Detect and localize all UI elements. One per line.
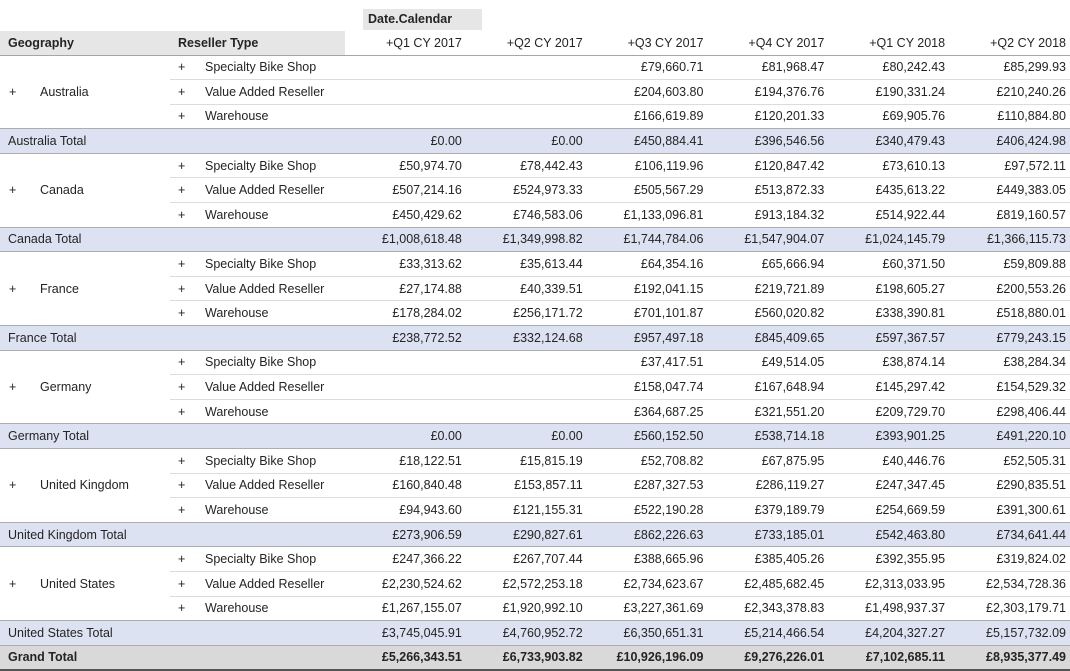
reseller-label: Value Added Reseller — [205, 276, 345, 301]
grand-total-value-cell: £9,276,226.01 — [707, 645, 828, 670]
subtotal-row — [0, 621, 1070, 646]
value-cell: £746,583.06 — [513, 207, 583, 222]
subtotal-row — [0, 424, 1070, 449]
subtotal-value-cell: £396,546.56 — [707, 129, 828, 154]
value-cell — [345, 55, 466, 80]
reseller-type-header: Reseller Type — [170, 31, 345, 55]
value-cell: £81,968.47 — [707, 55, 828, 80]
subtotal-value-cell: £238,772.52 — [345, 326, 466, 351]
value-cell: £52,505.31 — [949, 449, 1070, 474]
subtotal-value-cell: £3,745,045.91 — [345, 621, 466, 646]
subtotal-value-cell: £450,884.41 — [587, 129, 708, 154]
value-cell: £560,020.82 — [754, 306, 825, 321]
subtotal-value-cell: £1,547,904.07 — [707, 227, 828, 252]
data-row — [0, 55, 1070, 80]
reseller-expander-icon[interactable]: + — [170, 153, 205, 178]
value-cell: £97,572.11 — [949, 153, 1070, 178]
value-cell — [466, 399, 587, 424]
reseller-expander-icon[interactable]: + — [178, 109, 186, 124]
geography-label: United States — [40, 576, 116, 591]
value-cell: £73,610.13 — [828, 153, 949, 178]
value-cell — [345, 375, 466, 400]
value-cell: £1,920,992.10 — [502, 601, 583, 616]
geography-expander-icon[interactable]: + — [9, 478, 17, 493]
subtotal-value-cell: £290,827.61 — [466, 522, 587, 547]
value-cell: £321,551.20 — [754, 404, 825, 419]
value-cell: £2,534,728.36 — [949, 571, 1070, 596]
column-group-header-cell — [345, 7, 1070, 31]
value-cell: £2,303,179.71 — [986, 601, 1066, 616]
reseller-expander-icon[interactable]: + — [170, 375, 205, 400]
subtotal-value-cell: £491,220.10 — [949, 424, 1070, 449]
reseller-expander-icon[interactable]: + — [170, 55, 205, 80]
value-cell — [466, 80, 587, 105]
value-cell: £69,905.76 — [882, 109, 946, 124]
value-cell: £27,174.88 — [345, 276, 466, 301]
value-cell: £1,267,155.07 — [381, 601, 462, 616]
value-cell: £160,840.48 — [345, 473, 466, 498]
geography-expander-icon[interactable]: + — [9, 576, 17, 591]
value-cell: £2,485,682.45 — [707, 571, 828, 596]
value-cell: £120,201.33 — [754, 109, 825, 124]
geography-label: Germany — [40, 380, 92, 395]
value-cell: £449,383.05 — [949, 178, 1070, 203]
value-cell: £2,313,033.95 — [828, 571, 949, 596]
geography-expander-icon[interactable]: + — [9, 183, 17, 198]
column-header-q3-cy2017[interactable]: +Q3 CY 2017 — [587, 31, 708, 55]
reseller-expander-icon[interactable]: + — [178, 601, 186, 616]
subtotal-value-cell: £1,024,145.79 — [828, 227, 949, 252]
value-cell: £145,297.42 — [828, 375, 949, 400]
column-header-q4-cy2017[interactable]: +Q4 CY 2017 — [707, 31, 828, 55]
value-cell: £18,122.51 — [345, 449, 466, 474]
subtotal-value-cell: £6,350,651.31 — [587, 621, 708, 646]
value-cell: £67,875.95 — [707, 449, 828, 474]
column-group-header-row — [0, 7, 1070, 31]
value-cell: £80,242.43 — [828, 55, 949, 80]
value-cell: £819,160.57 — [996, 207, 1066, 222]
reseller-label: Warehouse — [205, 404, 269, 419]
value-cell: £210,240.26 — [949, 80, 1070, 105]
value-cell: £194,376.76 — [707, 80, 828, 105]
value-cell: £290,835.51 — [949, 473, 1070, 498]
subtotal-value-cell: £0.00 — [345, 424, 466, 449]
value-cell — [345, 104, 466, 129]
value-cell: £106,119.96 — [587, 153, 708, 178]
column-header-q2-cy2017[interactable]: +Q2 CY 2017 — [466, 31, 587, 55]
value-cell: £450,429.62 — [392, 207, 462, 222]
geography-expander-icon[interactable]: + — [9, 84, 17, 99]
subtotal-row — [0, 129, 1070, 154]
value-cell: £79,660.71 — [587, 55, 708, 80]
reseller-expander-icon[interactable]: + — [170, 252, 205, 277]
value-cell: £78,442.43 — [466, 153, 587, 178]
subtotal-value-cell: £406,424.98 — [949, 129, 1070, 154]
geography-label: United Kingdom — [40, 478, 129, 493]
reseller-expander-icon[interactable]: + — [170, 178, 205, 203]
value-cell: £219,721.89 — [707, 276, 828, 301]
subtotal-value-cell: £779,243.15 — [949, 326, 1070, 351]
reseller-label: Value Added Reseller — [205, 473, 345, 498]
value-cell: £1,133,096.81 — [623, 207, 704, 222]
grand-total-value-cell: £5,266,343.51 — [345, 645, 466, 670]
value-cell: £505,567.29 — [587, 178, 708, 203]
subtotal-value-cell: £340,479.43 — [828, 129, 949, 154]
subtotal-value-cell: £597,367.57 — [828, 326, 949, 351]
value-cell: £1,498,937.37 — [865, 601, 946, 616]
value-cell: £287,327.53 — [587, 473, 708, 498]
value-cell: £513,872.33 — [707, 178, 828, 203]
reseller-label: Value Added Reseller — [205, 80, 345, 105]
column-header-row — [0, 31, 1070, 55]
value-cell: £913,184.32 — [754, 207, 825, 222]
grand-total-row — [0, 645, 1070, 670]
column-header-q2-cy2018[interactable]: +Q2 CY 2018 — [949, 31, 1070, 55]
subtotal-value-cell: £332,124.68 — [466, 326, 587, 351]
value-cell: £35,613.44 — [466, 252, 587, 277]
value-cell: £37,417.51 — [587, 350, 708, 375]
subtotal-value-cell: £273,906.59 — [345, 522, 466, 547]
value-cell: £435,613.22 — [828, 178, 949, 203]
value-cell: £286,119.27 — [707, 473, 828, 498]
subtotal-value-cell: £734,641.44 — [949, 522, 1070, 547]
reseller-label: Warehouse — [205, 109, 269, 124]
value-cell: £254,669.59 — [875, 502, 946, 517]
value-cell: £190,331.24 — [828, 80, 949, 105]
reseller-expander-icon[interactable]: + — [178, 502, 186, 517]
subtotal-value-cell: £5,157,732.09 — [949, 621, 1070, 646]
value-cell: £60,371.50 — [828, 252, 949, 277]
reseller-expander-icon[interactable]: + — [170, 276, 205, 301]
reseller-label: Specialty Bike Shop — [205, 55, 345, 80]
value-cell: £247,347.45 — [828, 473, 949, 498]
value-cell: £298,406.44 — [996, 404, 1066, 419]
subtotal-label: Australia Total — [0, 129, 345, 154]
value-cell: £209,729.70 — [875, 404, 946, 419]
reseller-label: Warehouse — [205, 502, 269, 517]
geography-expander-icon[interactable]: + — [9, 281, 17, 296]
subtotal-value-cell: £5,214,466.54 — [707, 621, 828, 646]
value-cell: £364,687.25 — [633, 404, 704, 419]
value-cell: £385,405.26 — [707, 547, 828, 572]
subtotal-value-cell: £733,185.01 — [707, 522, 828, 547]
subtotal-value-cell: £957,497.18 — [587, 326, 708, 351]
reseller-label: Specialty Bike Shop — [205, 449, 345, 474]
value-cell: £40,446.76 — [828, 449, 949, 474]
value-cell: £319,824.02 — [949, 547, 1070, 572]
reseller-label: Value Added Reseller — [205, 375, 345, 400]
grand-total-value-cell: £10,926,196.09 — [587, 645, 708, 670]
subtotal-value-cell: £1,349,998.82 — [466, 227, 587, 252]
subtotal-value-cell: £1,744,784.06 — [587, 227, 708, 252]
data-row — [0, 153, 1070, 178]
value-cell: £391,300.61 — [996, 502, 1066, 517]
subtotal-label: Canada Total — [0, 227, 345, 252]
reseller-expander-icon[interactable]: + — [170, 350, 205, 375]
subtotal-value-cell: £4,204,327.27 — [828, 621, 949, 646]
subtotal-value-cell: £542,463.80 — [828, 522, 949, 547]
value-cell: £40,339.51 — [466, 276, 587, 301]
value-cell: £701,101.87 — [633, 306, 704, 321]
value-cell: £120,847.42 — [707, 153, 828, 178]
data-row — [0, 449, 1070, 474]
value-cell: £379,189.79 — [754, 502, 825, 517]
value-cell: £507,214.16 — [345, 178, 466, 203]
value-cell: £49,514.05 — [707, 350, 828, 375]
value-cell: £514,922.44 — [875, 207, 946, 222]
value-cell: £192,041.15 — [587, 276, 708, 301]
reseller-label: Specialty Bike Shop — [205, 350, 345, 375]
value-cell: £2,343,378.83 — [744, 601, 825, 616]
reseller-label: Value Added Reseller — [205, 178, 345, 203]
geography-header: Geography — [0, 31, 170, 55]
subtotal-row — [0, 326, 1070, 351]
grand-total-value-cell: £6,733,903.82 — [466, 645, 587, 670]
reseller-expander-icon[interactable]: + — [170, 449, 205, 474]
value-cell: £65,666.94 — [707, 252, 828, 277]
subtotal-value-cell: £862,226.63 — [587, 522, 708, 547]
value-cell — [466, 375, 587, 400]
value-cell: £2,572,253.18 — [466, 571, 587, 596]
subtotal-value-cell: £0.00 — [345, 129, 466, 154]
subtotal-value-cell: £4,760,952.72 — [466, 621, 587, 646]
value-cell: £392,355.95 — [828, 547, 949, 572]
grand-total-value-cell: £8,935,377.49 — [949, 645, 1070, 670]
reseller-label: Specialty Bike Shop — [205, 153, 345, 178]
value-cell: £178,284.02 — [392, 306, 462, 321]
value-cell: £59,809.88 — [949, 252, 1070, 277]
reseller-expander-icon[interactable]: + — [178, 404, 186, 419]
reseller-label: Warehouse — [205, 207, 269, 222]
value-cell: £33,313.62 — [345, 252, 466, 277]
geography-expander-icon[interactable]: + — [9, 380, 17, 395]
value-cell: £110,884.80 — [997, 109, 1066, 124]
value-cell: £38,874.14 — [828, 350, 949, 375]
value-cell: £388,665.96 — [587, 547, 708, 572]
value-cell: £64,354.16 — [587, 252, 708, 277]
geography-label: Canada — [40, 183, 84, 198]
reseller-label: Warehouse — [205, 601, 269, 616]
subtotal-value-cell: £1,008,618.48 — [345, 227, 466, 252]
subtotal-label: France Total — [0, 326, 345, 351]
value-cell: £247,366.22 — [345, 547, 466, 572]
reseller-label: Specialty Bike Shop — [205, 547, 345, 572]
reseller-label: Warehouse — [205, 306, 269, 321]
reseller-expander-icon[interactable]: + — [178, 306, 186, 321]
subtotal-value-cell: £560,152.50 — [587, 424, 708, 449]
subtotal-value-cell: £393,901.25 — [828, 424, 949, 449]
subtotal-row — [0, 227, 1070, 252]
subtotal-label: United Kingdom Total — [0, 522, 345, 547]
value-cell: £158,047.74 — [587, 375, 708, 400]
value-cell: £167,648.94 — [707, 375, 828, 400]
column-group-title: Date.Calendar — [363, 9, 482, 30]
value-cell: £50,974.70 — [345, 153, 466, 178]
value-cell: £256,171.72 — [513, 306, 583, 321]
subtotal-value-cell: £1,366,115.73 — [949, 227, 1070, 252]
geography-label: France — [40, 281, 79, 296]
data-row — [0, 350, 1070, 375]
reseller-expander-icon[interactable]: + — [178, 207, 186, 222]
value-cell: £524,973.33 — [466, 178, 587, 203]
subtotal-value-cell: £0.00 — [466, 129, 587, 154]
subtotal-value-cell: £0.00 — [466, 424, 587, 449]
value-cell — [466, 55, 587, 80]
subtotal-label: Germany Total — [0, 424, 345, 449]
value-cell — [466, 350, 587, 375]
subtotal-row — [0, 522, 1070, 547]
data-row — [0, 252, 1070, 277]
value-cell: £518,880.01 — [996, 306, 1066, 321]
value-cell: £38,284.34 — [949, 350, 1070, 375]
value-cell: £3,227,361.69 — [623, 601, 704, 616]
value-cell: £2,734,623.67 — [587, 571, 708, 596]
reseller-label: Specialty Bike Shop — [205, 252, 345, 277]
value-cell: £154,529.32 — [949, 375, 1070, 400]
reseller-label: Value Added Reseller — [205, 571, 345, 596]
subtotal-value-cell: £845,409.65 — [707, 326, 828, 351]
value-cell: £204,603.80 — [587, 80, 708, 105]
value-cell: £338,390.81 — [875, 306, 946, 321]
column-header-q1-cy2017[interactable]: +Q1 CY 2017 — [345, 31, 466, 55]
reseller-expander-icon[interactable]: + — [170, 80, 205, 105]
reseller-expander-icon[interactable]: + — [170, 473, 205, 498]
geography-label: Australia — [40, 84, 89, 99]
value-cell: £198,605.27 — [828, 276, 949, 301]
value-cell: £52,708.82 — [587, 449, 708, 474]
value-cell: £166,619.89 — [633, 109, 704, 124]
value-cell: £522,190.28 — [633, 502, 704, 517]
value-cell — [345, 80, 466, 105]
pivot-matrix-table — [0, 7, 1070, 671]
value-cell: £121,155.31 — [513, 502, 583, 517]
value-cell: £200,553.26 — [949, 276, 1070, 301]
reseller-expander-icon[interactable]: + — [170, 571, 205, 596]
corner-spacer — [0, 7, 345, 31]
value-cell: £15,815.19 — [466, 449, 587, 474]
value-cell: £85,299.93 — [949, 55, 1070, 80]
subtotal-label: United States Total — [0, 621, 345, 646]
value-cell — [345, 399, 466, 424]
value-cell: £94,943.60 — [399, 502, 462, 517]
grand-total-value-cell: £7,102,685.11 — [828, 645, 949, 670]
subtotal-value-cell: £538,714.18 — [707, 424, 828, 449]
value-cell — [466, 104, 587, 129]
value-cell: £2,230,524.62 — [345, 571, 466, 596]
value-cell: £153,857.11 — [466, 473, 587, 498]
reseller-expander-icon[interactable]: + — [170, 547, 205, 572]
column-header-q1-cy2018[interactable]: +Q1 CY 2018 — [828, 31, 949, 55]
grand-total-label: Grand Total — [0, 645, 345, 670]
value-cell — [345, 350, 466, 375]
value-cell: £267,707.44 — [466, 547, 587, 572]
data-row — [0, 547, 1070, 572]
